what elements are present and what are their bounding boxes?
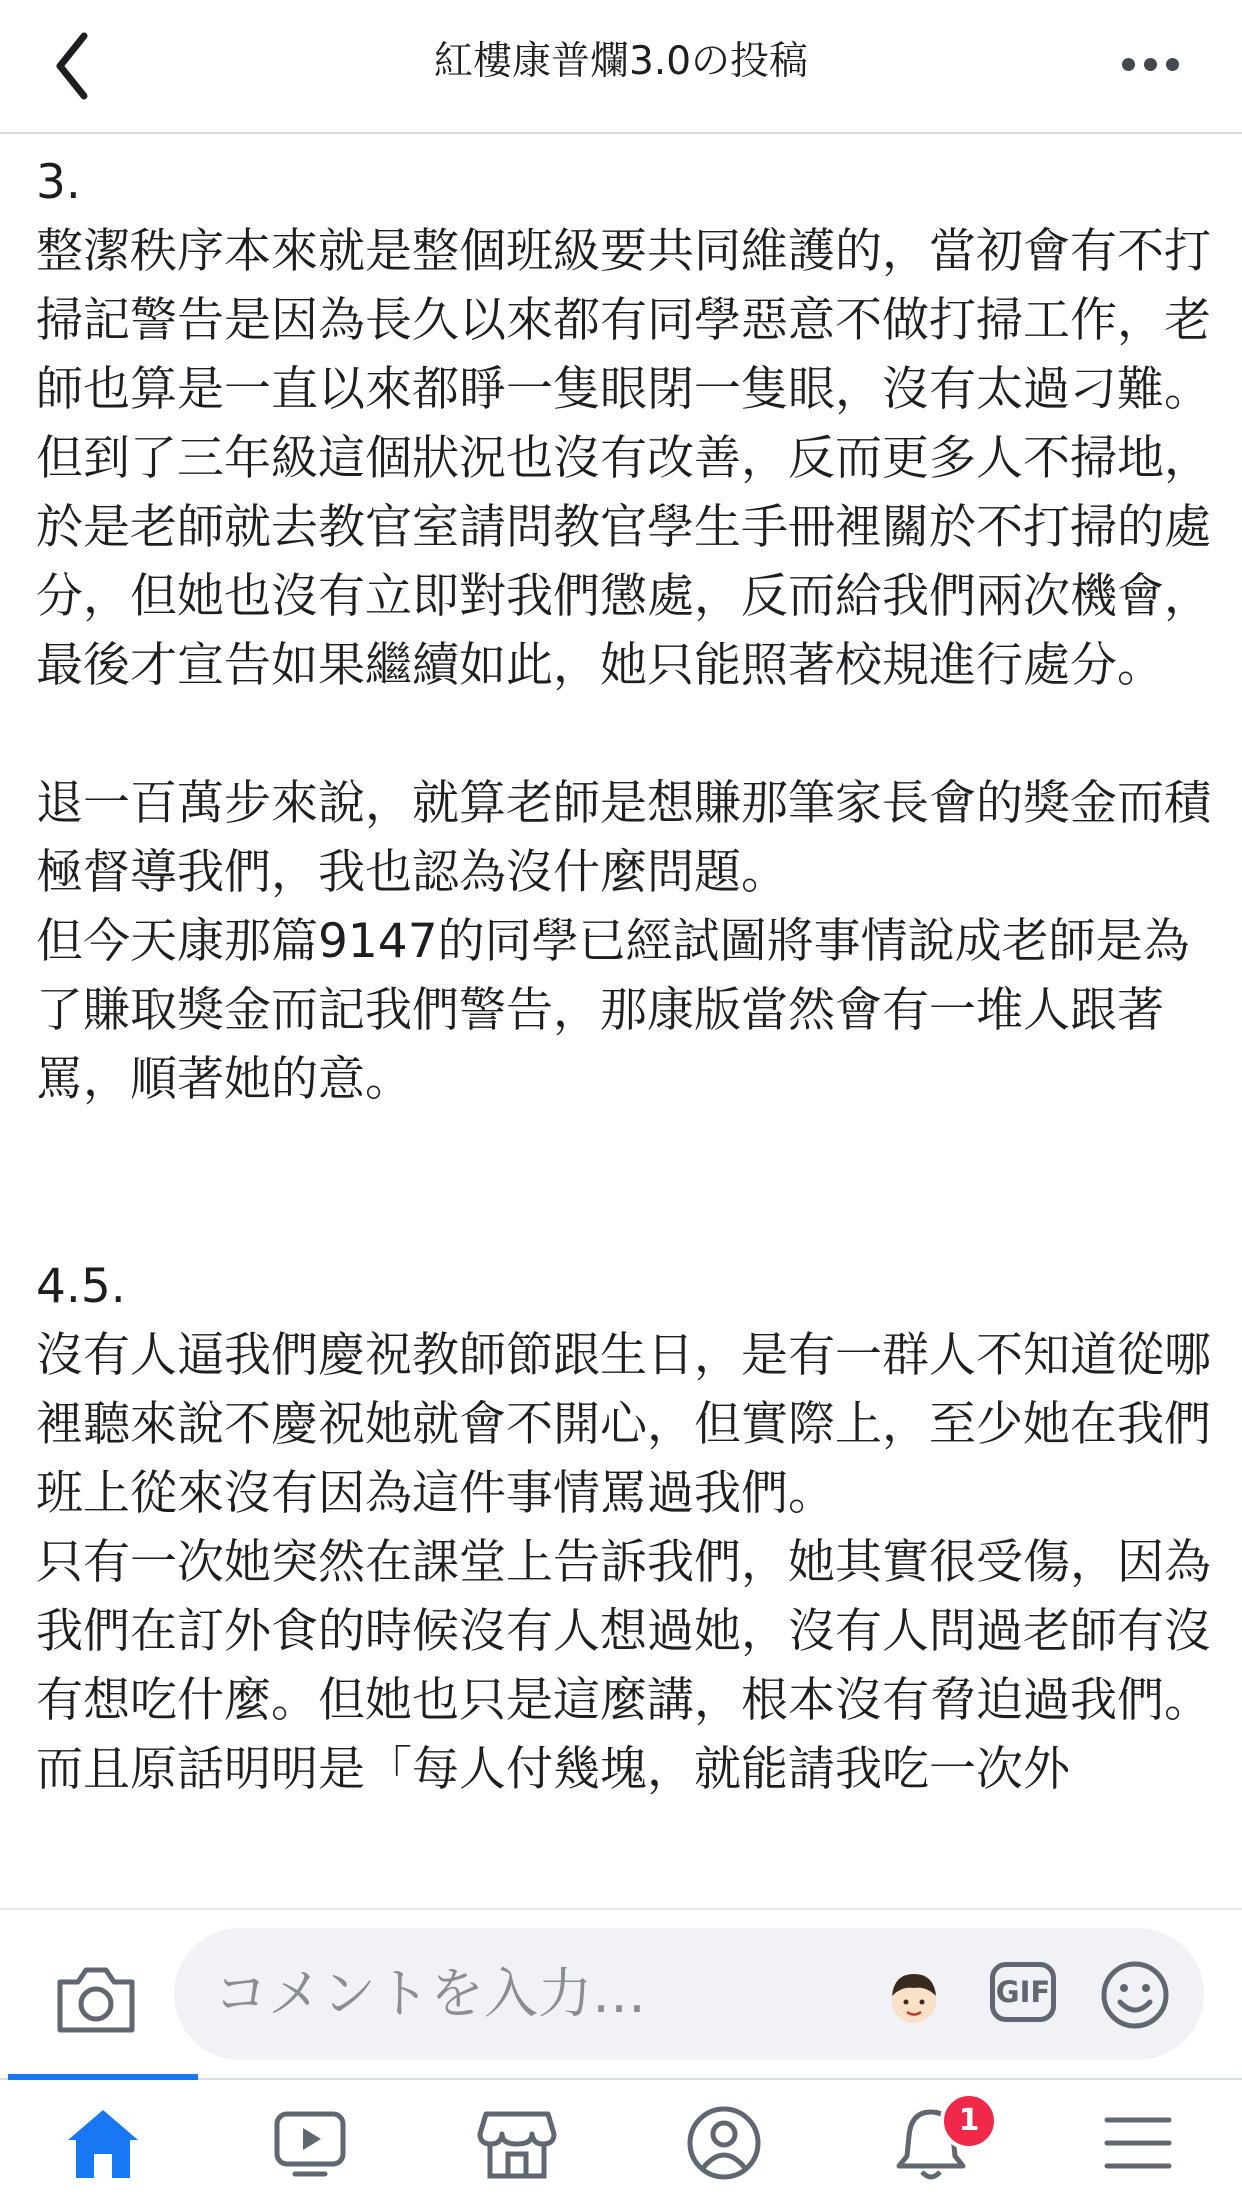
post-paragraph: 3. xyxy=(36,155,81,210)
emoji-button[interactable] xyxy=(1098,1958,1172,2032)
page-title: 紅樓康普爛3.0の投稿 xyxy=(433,39,809,84)
video-icon xyxy=(265,2098,355,2188)
home-icon xyxy=(58,2098,148,2188)
notification-badge: 1 xyxy=(940,2092,998,2150)
post-paragraph: 退一百萬步來說，就算老師是想賺那筆家長會的獎金而積極督導我們，我也認為沒什麼問題。 xyxy=(36,776,1211,900)
back-button[interactable] xyxy=(44,26,124,106)
tab-profile[interactable] xyxy=(621,2080,828,2210)
post-paragraph: 而且原話明明是「每人付幾塊，就能請我吃一次外 xyxy=(36,1742,1070,1797)
active-tab-indicator xyxy=(8,2074,198,2080)
post-paragraph: 但今天康那篇9147的同學已經試圖將事情說成老師是為了賺取獎金而記我們警告，那康版當然會有一堆人跟著罵，順著她的意。 xyxy=(36,914,1190,1107)
top-header xyxy=(0,0,1242,134)
post-paragraph: 整潔秩序本來就是整個班級要共同維護的，當初會有不打掃記警告是因為長久以來都有同學惡意不做打掃工作，老師也算是一直以來都睜一隻眼閉一隻眼，沒有太過刁難。但到了三年級這個狀況也沒有改善，反而更多人不掃地，於是老師就去教官室請問教官學生手冊裡關於不打掃的處分，但她也沒有立即對我們懲處，反而給我們兩次機會，最後才宣告如果繼續如此，她只能照著校規進行處分。 xyxy=(36,224,1211,693)
more-horizontal-icon xyxy=(1122,58,1135,71)
comment-placeholder: コメントを入力… xyxy=(214,1962,646,2025)
comment-input[interactable] xyxy=(174,1928,1204,2060)
gif-icon[interactable]: GIF xyxy=(990,1962,1056,2022)
comment-bar xyxy=(0,1908,1242,2080)
more-options-button[interactable] xyxy=(1118,36,1198,96)
avatar-emoji-icon xyxy=(884,1968,944,2028)
camera-button[interactable] xyxy=(52,1958,140,2038)
tab-video[interactable] xyxy=(207,2080,414,2210)
post-paragraph: 只有一次她突然在課堂上告訴我們，她其實很受傷，因為我們在訂外食的時候沒有人想過她，沒有人問過老師有沒有想吃什麼。但她也只是這麼講，根本沒有脅迫過我們。 xyxy=(36,1535,1211,1728)
tab-notifications[interactable] xyxy=(828,2080,1035,2210)
post-paragraph: 4.5. xyxy=(36,1259,126,1314)
tab-menu[interactable] xyxy=(1035,2080,1242,2210)
camera-icon xyxy=(52,1958,140,2038)
smile-icon xyxy=(1098,1958,1172,2032)
post-body xyxy=(36,148,1212,1908)
marketplace-icon xyxy=(472,2098,562,2188)
chevron-left-icon xyxy=(44,26,124,106)
bottom-nav xyxy=(0,2078,1242,2210)
post-paragraph: 沒有人逼我們慶祝教師節跟生日，是有一群人不知道從哪裡聽來說不慶祝她就會不開心，但實際上，至少她在我們班上從來沒有因為這件事情罵過我們。 xyxy=(36,1328,1211,1521)
tab-home[interactable] xyxy=(0,2080,207,2210)
tab-marketplace[interactable] xyxy=(414,2080,621,2210)
avatar-emoji-button[interactable] xyxy=(884,1968,944,2028)
profile-icon xyxy=(679,2098,769,2188)
menu-icon xyxy=(1093,2098,1183,2188)
